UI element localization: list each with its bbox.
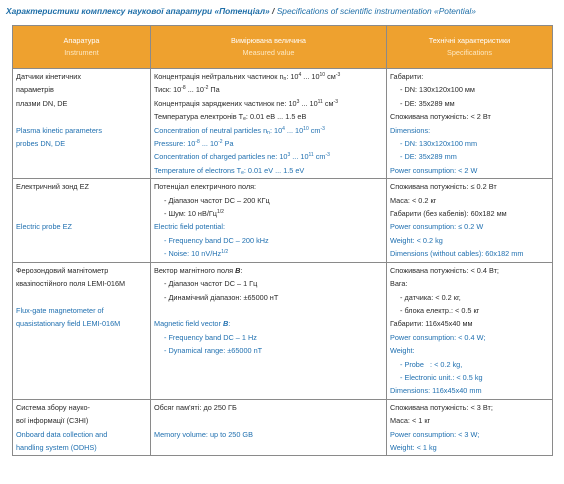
cell-line: Power consumption: < 0.4 W; xyxy=(390,332,486,342)
cell-line: Ферозондовий магнітометр xyxy=(16,265,109,275)
cell-line: Electric field potential: xyxy=(154,222,225,232)
page-title xyxy=(6,3,558,19)
line-spacer xyxy=(16,291,147,304)
cell-line: Система збору науко- xyxy=(16,402,90,412)
cell-line: Concentration of neutral particles $n_n$: $10^4$ ... $10^{10}$ $cm^{-3}$ xyxy=(154,125,325,136)
cell-line: - DE: 35x289 мм xyxy=(400,98,455,108)
cell-line: Pressure: $10^{-8}$ ... $10^{-2}$ Pa xyxy=(154,139,234,149)
cell-line: Power consumption: < 3 W; xyxy=(390,429,480,439)
header-measured-value xyxy=(151,26,387,69)
cell-line: Датчики кінетичних xyxy=(16,72,81,81)
cell-line: Memory volume: up to 250 GB xyxy=(154,429,253,439)
cell-instrument xyxy=(13,399,151,456)
line-spacer xyxy=(16,110,147,123)
cell-line: Weight: xyxy=(390,346,415,356)
cell-line: - DN: 130x120x100 mm xyxy=(400,139,478,149)
cell-line: - Діапазон частот DC – 200 КГц xyxy=(164,195,270,205)
cell-line: Plasma kinetic parameters xyxy=(16,125,102,135)
cell-line: - Dynamical range: ±65000 nT xyxy=(164,346,263,356)
cell-instrument xyxy=(13,69,151,179)
cell-line: Споживана потужність: < 3 Вт; xyxy=(390,402,493,412)
cell-line: Magnetic field vector B: xyxy=(154,319,231,329)
cell-line: - Діапазон частот DC – 1 Гц xyxy=(164,279,258,289)
line-spacer xyxy=(16,207,147,220)
cell-line: quasistationary field LEMI-016M xyxy=(16,319,121,329)
cell-line: Тиск: $10^{-8}$ ... $10^{-2}$ Па xyxy=(154,85,220,95)
cell-line: Споживана потужність: ≤ 0.2 Вт xyxy=(390,182,497,192)
cell-line: Маса: < 0.2 кг xyxy=(390,195,437,205)
cell-line: Маса: < 1 кг xyxy=(390,416,431,426)
cell-line: - датчика: < 0.2 кг, xyxy=(400,292,461,302)
header-instrument-ua: Апаратура xyxy=(63,36,100,45)
cell-line: плазми DN, DE xyxy=(16,98,68,108)
header-measured-value-ua: Вимірювана величина xyxy=(231,36,306,45)
cell-line: - Frequency band DC – 1 Hz xyxy=(164,332,257,342)
title-ua: Характеристики комплексу наукової апаратури «Потенціал» xyxy=(6,6,270,16)
cell-line: - Probe : < 0.2 kg, xyxy=(400,359,463,369)
cell-line: Габарити: xyxy=(390,72,424,81)
cell-specifications xyxy=(387,69,553,179)
cell-line: Dimensions: 116x45x40 mm xyxy=(390,386,482,396)
header-instrument xyxy=(13,26,151,69)
cell-line: Electric probe EZ xyxy=(16,222,72,232)
cell-line: handling system (ODHS) xyxy=(16,442,97,452)
cell-line: Електричний зонд EZ xyxy=(16,182,89,192)
cell-line: квазіпостійного поля LEMI-016M xyxy=(16,279,126,289)
cell-measured-value xyxy=(151,179,387,262)
header-specifications-en: Specifications xyxy=(446,48,493,57)
cell-line: вої інформації (СЗНІ) xyxy=(16,416,89,426)
line-spacer xyxy=(16,194,147,207)
cell-line: - Динамічний діапазон: ±65000 нТ xyxy=(164,292,279,302)
cell-line: - DE: 35x289 mm xyxy=(400,152,457,162)
cell-line: Weight: < 0.2 kg xyxy=(390,235,443,245)
cell-line: Temperature of electrons $T_e$: 0.01 eV ... 1.5 eV xyxy=(154,165,305,176)
cell-line: Концентрація нейтральних частинок $n_n$: $10^4$ ... $10^{10}$ $см^{-3}$ xyxy=(154,72,341,82)
cell-line: Вага: xyxy=(390,279,408,289)
header-specifications-ua: Технічні характеристики xyxy=(428,36,511,45)
table-row xyxy=(13,399,553,456)
header-measured-value-en: Measured value xyxy=(242,48,295,57)
cell-instrument xyxy=(13,262,151,399)
cell-line: probes DN, DE xyxy=(16,139,66,149)
cell-line: Dimensions (without cables): 60x182 mm xyxy=(390,249,524,259)
cell-line: Power consumption: ≤ 0.2 W xyxy=(390,222,484,232)
cell-line: Dimensions: xyxy=(390,125,431,135)
cell-measured-value xyxy=(151,399,387,456)
cell-line: Onboard data collection and xyxy=(16,429,108,439)
line-spacer xyxy=(154,304,383,317)
cell-line: Обсяг пам'яті: до 250 ГБ xyxy=(154,402,237,412)
cell-instrument xyxy=(13,179,151,262)
header-instrument-en: Instrument xyxy=(64,48,99,57)
cell-line: Потенціал електричного поля: xyxy=(154,182,257,192)
specifications-table xyxy=(12,25,553,456)
cell-line: - блока електр.: < 0.5 кг xyxy=(400,305,480,315)
cell-measured-value xyxy=(151,262,387,399)
cell-line: Concentration of charged particles ne: $10^3$ ... $10^{11}$ $cm^{-3}$ xyxy=(154,152,330,162)
cell-specifications xyxy=(387,179,553,262)
cell-line: Weight: < 1 kg xyxy=(390,442,437,452)
cell-line: Споживана потужність: < 2 Вт xyxy=(390,112,491,122)
header-specifications xyxy=(387,26,553,69)
cell-line: Габарити (без кабелів): 60x182 мм xyxy=(390,209,507,219)
table-row xyxy=(13,69,553,179)
table-row xyxy=(13,262,553,399)
cell-line: Вектор магнітного поля B: xyxy=(154,265,243,275)
cell-line: - Шум: 10 $нВ/Гц^{1/2}$ xyxy=(164,209,224,219)
cell-line: - DN: 130x120x100 мм xyxy=(400,85,475,95)
cell-specifications xyxy=(387,399,553,456)
cell-line: Концентрація заряджених частинок ne: $10^3$ ... $10^{11}$ $см^{-3}$ xyxy=(154,98,338,108)
title-en: Specifications of scientific instrumentation «Potential» xyxy=(276,6,476,16)
table-row xyxy=(13,179,553,262)
cell-line: параметрів xyxy=(16,85,54,95)
cell-line: - Noise: 10 $nV/Hz^{1/2}$ xyxy=(164,249,229,259)
title-separator: / xyxy=(269,6,277,16)
cell-line: Габарити: 116x45x40 мм xyxy=(390,319,473,329)
line-spacer xyxy=(154,414,383,427)
table-header-row xyxy=(13,26,553,69)
cell-line: Споживана потужність: < 0.4 Вт; xyxy=(390,265,499,275)
cell-line: Power consumption: < 2 W xyxy=(390,165,478,175)
cell-line: - Electronic unit.: < 0.5 kg xyxy=(400,372,483,382)
cell-line: Температура електронів $T_e$: 0.01 еВ ... 1.5 еВ xyxy=(154,112,307,123)
cell-line: - Frequency band DC – 200 kHz xyxy=(164,235,269,245)
cell-measured-value xyxy=(151,69,387,179)
cell-line: Flux-gate magnetometer of xyxy=(16,305,104,315)
cell-specifications xyxy=(387,262,553,399)
